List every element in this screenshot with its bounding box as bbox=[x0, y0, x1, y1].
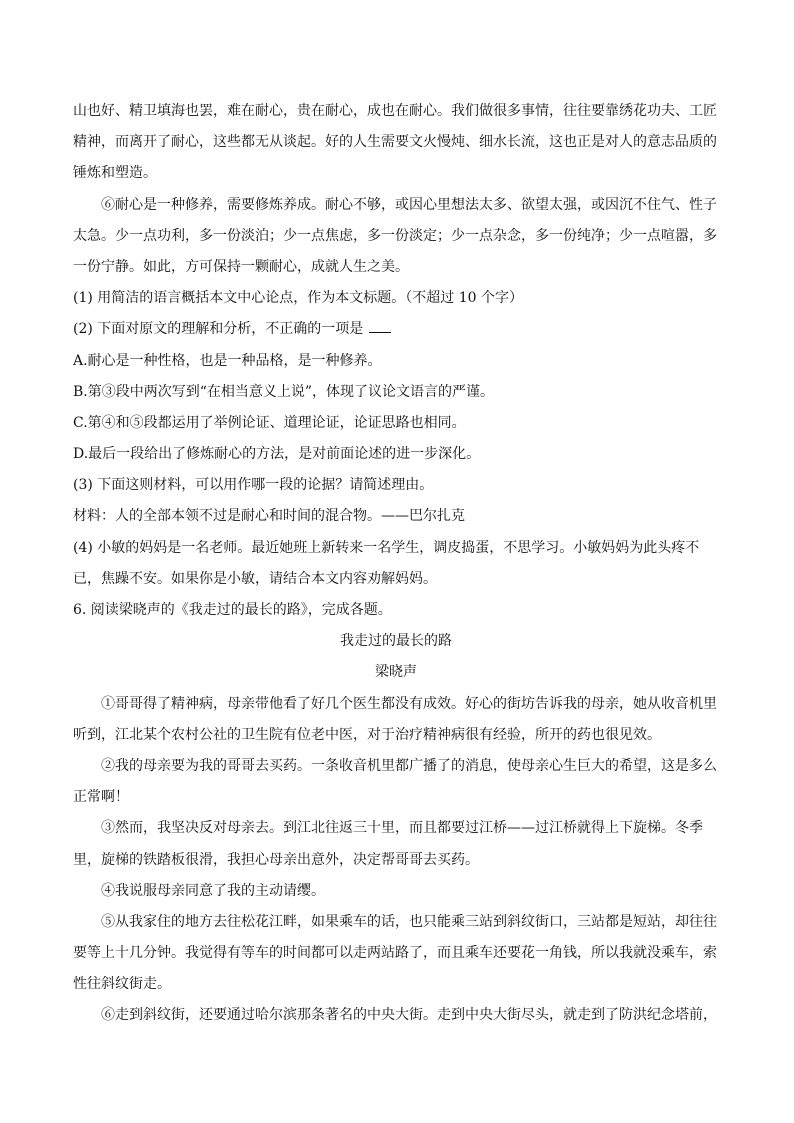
option-b: B.第③段中两次写到“在相当意义上说”，体现了议论文语言的严谨。 bbox=[73, 383, 495, 400]
article-paragraph-5-cont: 性往斜纹街走。 bbox=[73, 976, 171, 993]
question-1: (1) 用简洁的语言概括本文中心论点，作为本文标题。（不超过 10 个字） bbox=[73, 290, 523, 307]
section-6-heading: 6. 阅读梁晓声的《我走过的最长的路》，完成各题。 bbox=[73, 602, 392, 618]
option-d: D.最后一段给出了修炼耐心的方法，是对前面论述的进一步深化。 bbox=[73, 446, 481, 463]
paragraph-line: 太急。少一点功利，多一份淡泊；少一点焦虑，多一份淡定；少一点杂念，多一份纯净；少一点喧嚣，多 bbox=[73, 227, 717, 244]
article-paragraph-1-cont: 听到，江北某个农村公社的卫生院有位老中医，对于治疗精神病很有经验，所开的药也很见效。 bbox=[73, 726, 661, 743]
article-paragraph-2-cont: 正常啊！ bbox=[73, 789, 129, 806]
question-4-cont: 已，焦躁不安。如果你是小敏，请结合本文内容劝解妈妈。 bbox=[73, 570, 437, 587]
question-3: (3) 下面这则材料，可以用作哪一段的论据？请简述理由。 bbox=[73, 477, 434, 494]
paragraph-line: 锤炼和塑造。 bbox=[73, 165, 157, 182]
article-paragraph-3-cont: 里，旋梯的铁踏板很滑，我担心母亲出意外，决定帮哥哥去买药。 bbox=[73, 851, 479, 868]
answer-blank[interactable] bbox=[369, 318, 391, 333]
option-a: A.耐心是一种性格，也是一种品格，是一种修养。 bbox=[73, 352, 382, 369]
article-author: 梁晓声 bbox=[375, 664, 417, 681]
paragraph-6-line: ⑥耐心是一种修养，需要修炼养成。耐心不够，或因心里想法太多、欲望太强，或因沉不住气、性子 bbox=[101, 196, 717, 213]
article-paragraph-4: ④我说服母亲同意了我的主动请缨。 bbox=[101, 882, 325, 899]
article-paragraph-5-cont: 要等上十几分钟。我觉得有等车的时间都可以走两站路了，而且乘车还要花一角钱，所以我就没乘车，索 bbox=[73, 945, 717, 962]
article-paragraph-1: ①哥哥得了精神病，母亲带他看了好几个医生都没有成效。好心的街坊告诉我的母亲，她从收音机里 bbox=[101, 695, 717, 712]
article-paragraph-5: ⑤从我家住的地方去往松花江畔，如果乘车的话，也只能乘三站到斜纹街口，三站都是短站，却往往 bbox=[101, 913, 717, 930]
article-title: 我走过的最长的路 bbox=[340, 633, 452, 650]
paragraph-line: 精神，而离开了耐心，这些都无从谈起。好的人生需要文火慢炖、细水长流，这也正是对人的意志品质的 bbox=[73, 134, 717, 151]
article-paragraph-2: ②我的母亲要为我的哥哥去买药。一条收音机里都广播了的消息，使母亲心生巨大的希望，这是多么 bbox=[101, 757, 717, 774]
question-2: (2) 下面对原文的理解和分析，不正确的一项是 bbox=[73, 321, 364, 338]
option-c: C.第④和⑤段都运用了举例论证、道理论证，论证思路也相同。 bbox=[73, 414, 466, 431]
document-page bbox=[73, 96, 719, 1032]
material-quote: 材料：人的全部本领不过是耐心和时间的混合物。——巴尔扎克 bbox=[73, 508, 465, 525]
question-2-row bbox=[73, 314, 719, 345]
question-4: (4) 小敏的妈妈是一名老师。最近她班上新转来一名学生，调皮捣蛋，不思学习。小敏妈妈为此头疼不 bbox=[73, 539, 700, 556]
article-paragraph-3: ③然而，我坚决反对母亲去。到江北往返三十里，而且都要过江桥——过江桥就得上下旋梯。冬季 bbox=[101, 820, 703, 837]
paragraph-line: 山也好、精卫填海也罢，难在耐心，贵在耐心，成也在耐心。我们做很多事情，往往要靠绣花功夫、工匠 bbox=[73, 103, 717, 119]
paragraph-line: 一份宁静。如此，方可保持一颗耐心，成就人生之美。 bbox=[73, 258, 409, 275]
article-paragraph-6: ⑥走到斜纹街，还要通过哈尔滨那条著名的中央大街。走到中央大街尽头，就走到了防洪纪念塔前， bbox=[101, 1007, 717, 1024]
